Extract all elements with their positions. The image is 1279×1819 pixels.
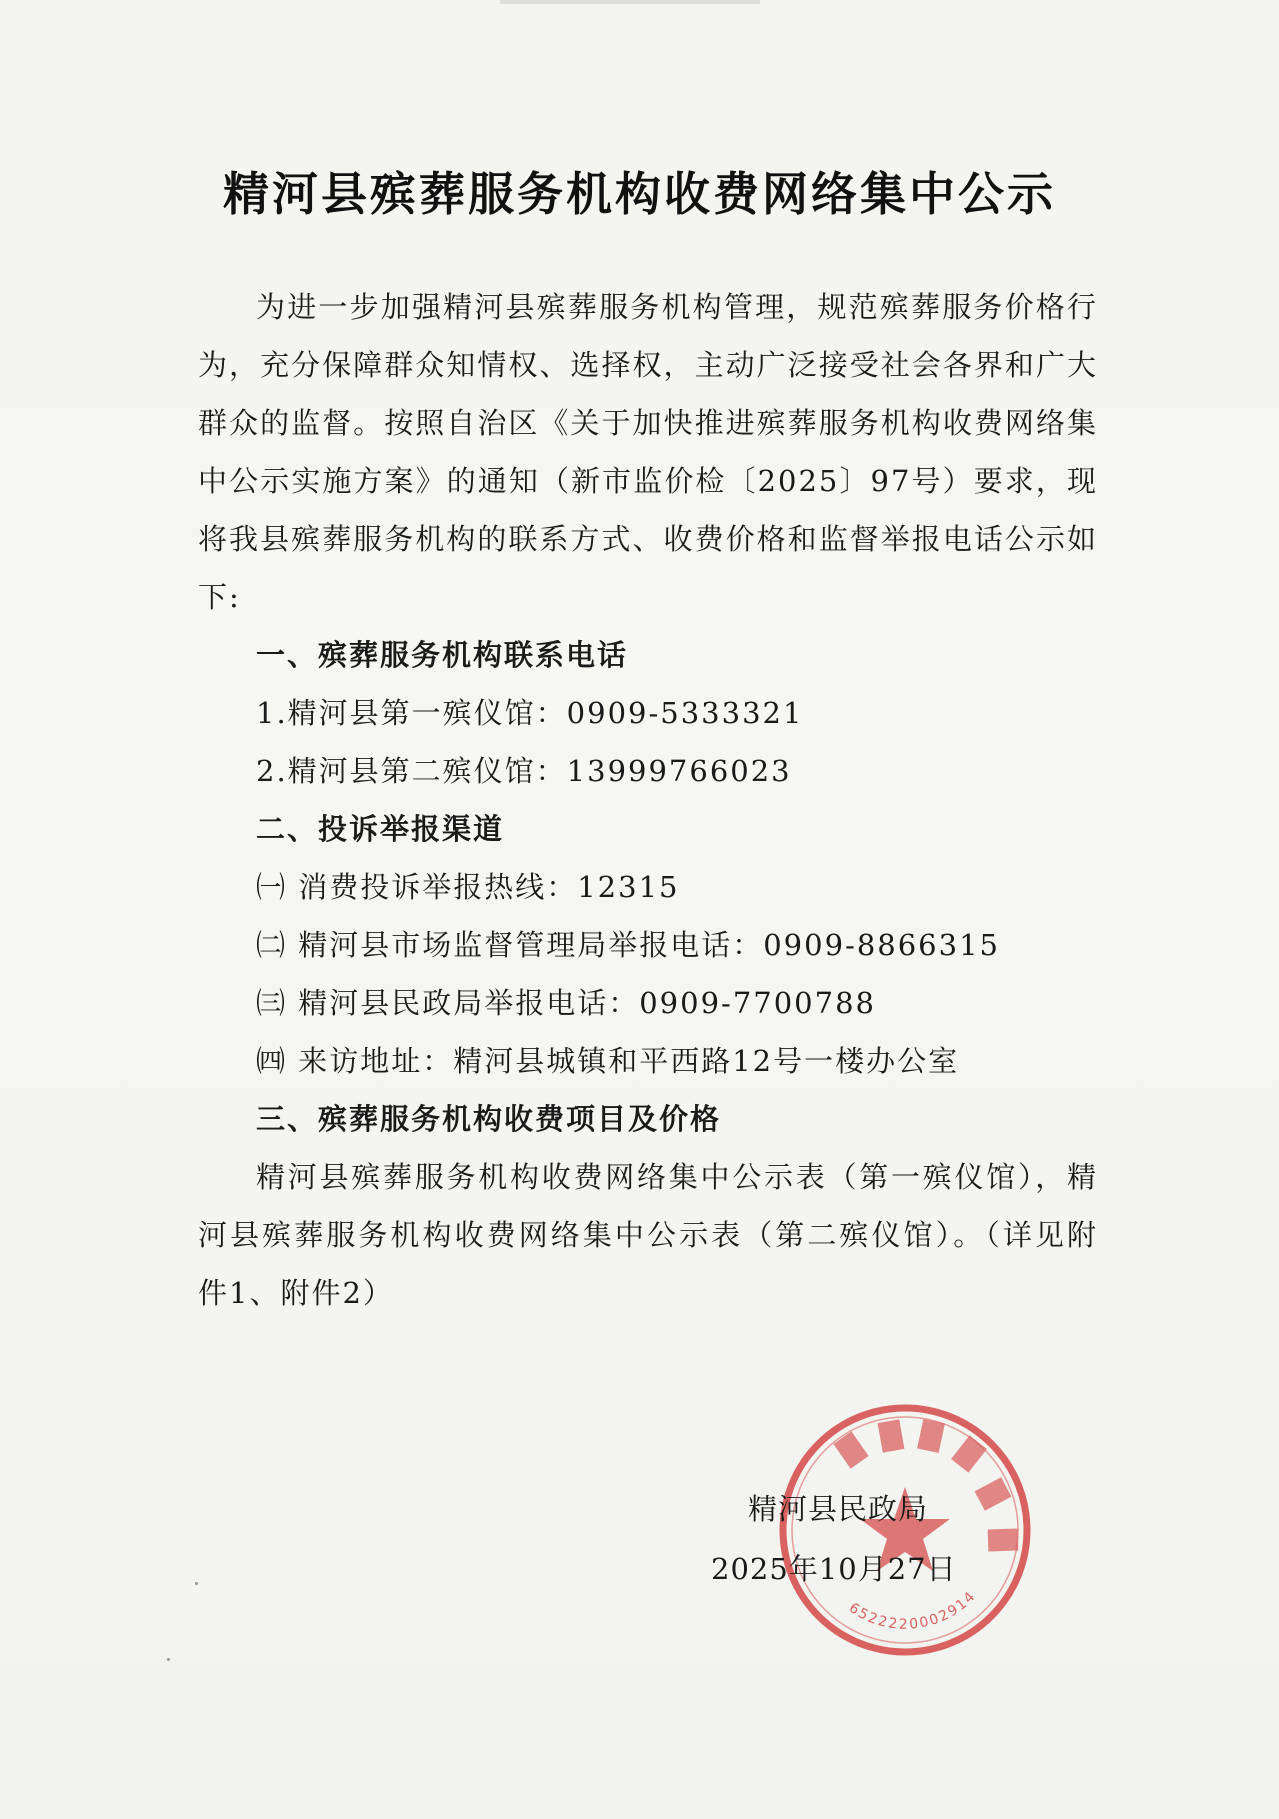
seal-serial: 6522220002914 bbox=[845, 1587, 980, 1633]
complaint-item-2: ㈡ 精河县市场监督管理局举报电话：0909-8866315 bbox=[256, 928, 1000, 962]
complaint-item-4: ㈣ 来访地址：精河县城镇和平西路12号一楼办公室 bbox=[256, 1044, 960, 1078]
section1-heading: 一、殡葬服务机构联系电话 bbox=[256, 638, 629, 672]
contact-item-1: 1.精河县第一殡仪馆：0909-5333321 bbox=[256, 696, 804, 730]
complaint-item-3: ㈢ 精河县民政局举报电话：0909-7700788 bbox=[256, 986, 876, 1020]
intro-paragraph: 为进一步加强精河县殡葬服务机构管理，规范殡葬服务价格行为，充分保障群众知情权、选择权，主动广泛接受社会各界和广大群众的监督。按照自治区《关于加快推进殡葬服务机构收费网络集中公示实施方案》的通知（新市监价检〔2025〕97号）要求，现将我县殡葬服务机构的联系方式、收费价格和监督举报电话公示如下: bbox=[198, 290, 1098, 614]
scan-speck bbox=[195, 1582, 198, 1585]
contact-item-2: 2.精河县第二殡仪馆：13999766023 bbox=[256, 754, 792, 788]
document-title: 精河县殡葬服务机构收费网络集中公示 bbox=[223, 167, 1056, 221]
signing-date: 2025年10月27日 bbox=[711, 1552, 957, 1586]
complaint-item-1: ㈠ 消费投诉举报热线：12315 bbox=[256, 870, 680, 904]
svg-text:6522220002914 bbox=[846, 1588, 980, 1633]
signing-organization: 精河县民政局 bbox=[748, 1492, 929, 1526]
section3-heading: 三、殡葬服务机构收费项目及价格 bbox=[256, 1102, 722, 1136]
section3-text: 精河县殡葬服务机构收费网络集中公示表（第一殡仪馆），精河县殡葬服务机构收费网络集中公示表（第二殡仪馆）。（详见附件1、附件2） bbox=[198, 1160, 1098, 1310]
scan-edge-mark bbox=[500, 0, 760, 4]
scan-speck bbox=[167, 1658, 170, 1661]
official-seal-icon bbox=[770, 1395, 1040, 1665]
document-body bbox=[198, 278, 1098, 1322]
section2-heading: 二、投诉举报渠道 bbox=[256, 812, 505, 846]
